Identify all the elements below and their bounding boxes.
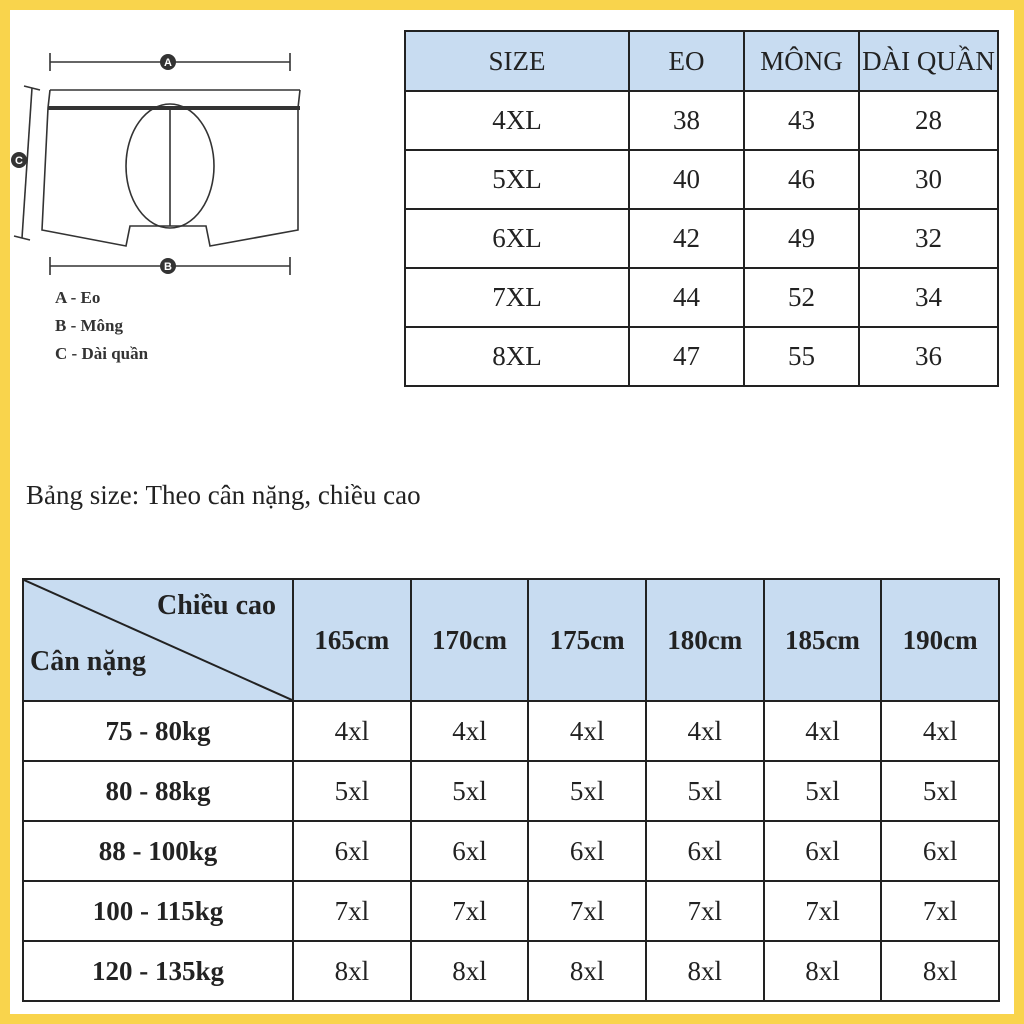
legend-item-c: C - Dài quần (55, 344, 149, 363)
eo-cell: 47 (629, 327, 744, 386)
size-cell: 6xl (411, 821, 529, 881)
underwear-measurement-diagram (8, 40, 308, 370)
size-cell: 5xl (528, 761, 646, 821)
size-cell: 7xl (528, 881, 646, 941)
size-cell: 8xl (881, 941, 999, 1001)
size-cell: 8XL (405, 327, 629, 386)
dai-quan-cell: 30 (859, 150, 998, 209)
height-header: 170cm (411, 579, 529, 701)
size-cell: 7xl (411, 881, 529, 941)
size-cell: 6xl (293, 821, 411, 881)
weight-label: 75 - 80kg (23, 701, 293, 761)
marker-b (160, 258, 176, 274)
table-row (405, 150, 998, 209)
mong-cell: 49 (744, 209, 859, 268)
size-cell: 4xl (646, 701, 764, 761)
dai-quan-cell: 34 (859, 268, 998, 327)
table-row (405, 209, 998, 268)
weight-label: 80 - 88kg (23, 761, 293, 821)
size-cell: 8xl (411, 941, 529, 1001)
eo-cell: 40 (629, 150, 744, 209)
size-cell: 8xl (764, 941, 882, 1001)
header-dai-quan: DÀI QUẦN (859, 31, 998, 91)
height-header: 165cm (293, 579, 411, 701)
marker-a-label: A (164, 57, 172, 69)
table-row (23, 761, 999, 821)
size-cell: 4xl (764, 701, 882, 761)
size-cell: 4xl (411, 701, 529, 761)
size-cell: 4xl (293, 701, 411, 761)
size-cell: 5xl (764, 761, 882, 821)
size-cell: 8xl (646, 941, 764, 1001)
header-size: SIZE (405, 31, 629, 91)
size-cell: 5xl (411, 761, 529, 821)
table-row (405, 268, 998, 327)
size-cell: 7xl (293, 881, 411, 941)
size-cell: 8xl (528, 941, 646, 1001)
weight-height-table (22, 578, 1000, 1002)
marker-c-label: C (15, 155, 23, 167)
table-row (405, 327, 998, 386)
size-cell: 5xl (293, 761, 411, 821)
eo-cell: 42 (629, 209, 744, 268)
legend-item-a: A - Eo (55, 288, 101, 307)
size-cell: 6xl (764, 821, 882, 881)
dai-quan-cell: 36 (859, 327, 998, 386)
weight-height-caption: Bảng size: Theo cân nặng, chiều cao (26, 480, 421, 510)
height-header: 190cm (881, 579, 999, 701)
eo-cell: 38 (629, 91, 744, 150)
size-cell: 6xl (646, 821, 764, 881)
size-measurement-table (404, 30, 999, 387)
size-cell: 4XL (405, 91, 629, 150)
header-eo: EO (629, 31, 744, 91)
table-row (23, 941, 999, 1001)
dai-quan-cell: 28 (859, 91, 998, 150)
height-header: 180cm (646, 579, 764, 701)
weight-label: 100 - 115kg (23, 881, 293, 941)
corner-header (23, 579, 293, 701)
mong-cell: 43 (744, 91, 859, 150)
size-cell: 4xl (528, 701, 646, 761)
size-cell: 6XL (405, 209, 629, 268)
size-cell: 5xl (646, 761, 764, 821)
mong-cell: 52 (744, 268, 859, 327)
mong-cell: 55 (744, 327, 859, 386)
size-cell: 6xl (528, 821, 646, 881)
size-table-header-row (405, 31, 998, 91)
size-cell: 7xl (881, 881, 999, 941)
size-cell: 7XL (405, 268, 629, 327)
marker-b-label: B (164, 261, 172, 273)
corner-height-label: Chiều cao (157, 590, 276, 621)
size-cell: 5XL (405, 150, 629, 209)
size-cell: 7xl (646, 881, 764, 941)
table-row (23, 821, 999, 881)
size-cell: 5xl (881, 761, 999, 821)
height-header: 185cm (764, 579, 882, 701)
table-row (23, 701, 999, 761)
height-header: 175cm (528, 579, 646, 701)
table-row (405, 91, 998, 150)
weight-label: 88 - 100kg (23, 821, 293, 881)
dai-quan-cell: 32 (859, 209, 998, 268)
diagram-legend (55, 284, 148, 368)
legend-item-b: B - Mông (55, 316, 123, 335)
marker-a (160, 54, 176, 70)
weight-label: 120 - 135kg (23, 941, 293, 1001)
header-mong: MÔNG (744, 31, 859, 91)
size-cell: 4xl (881, 701, 999, 761)
marker-c (11, 152, 27, 168)
size-cell: 6xl (881, 821, 999, 881)
size-cell: 7xl (764, 881, 882, 941)
eo-cell: 44 (629, 268, 744, 327)
mong-cell: 46 (744, 150, 859, 209)
table-row (23, 881, 999, 941)
weight-table-header-row (23, 579, 999, 701)
corner-weight-label: Cân nặng (30, 646, 146, 677)
size-cell: 8xl (293, 941, 411, 1001)
